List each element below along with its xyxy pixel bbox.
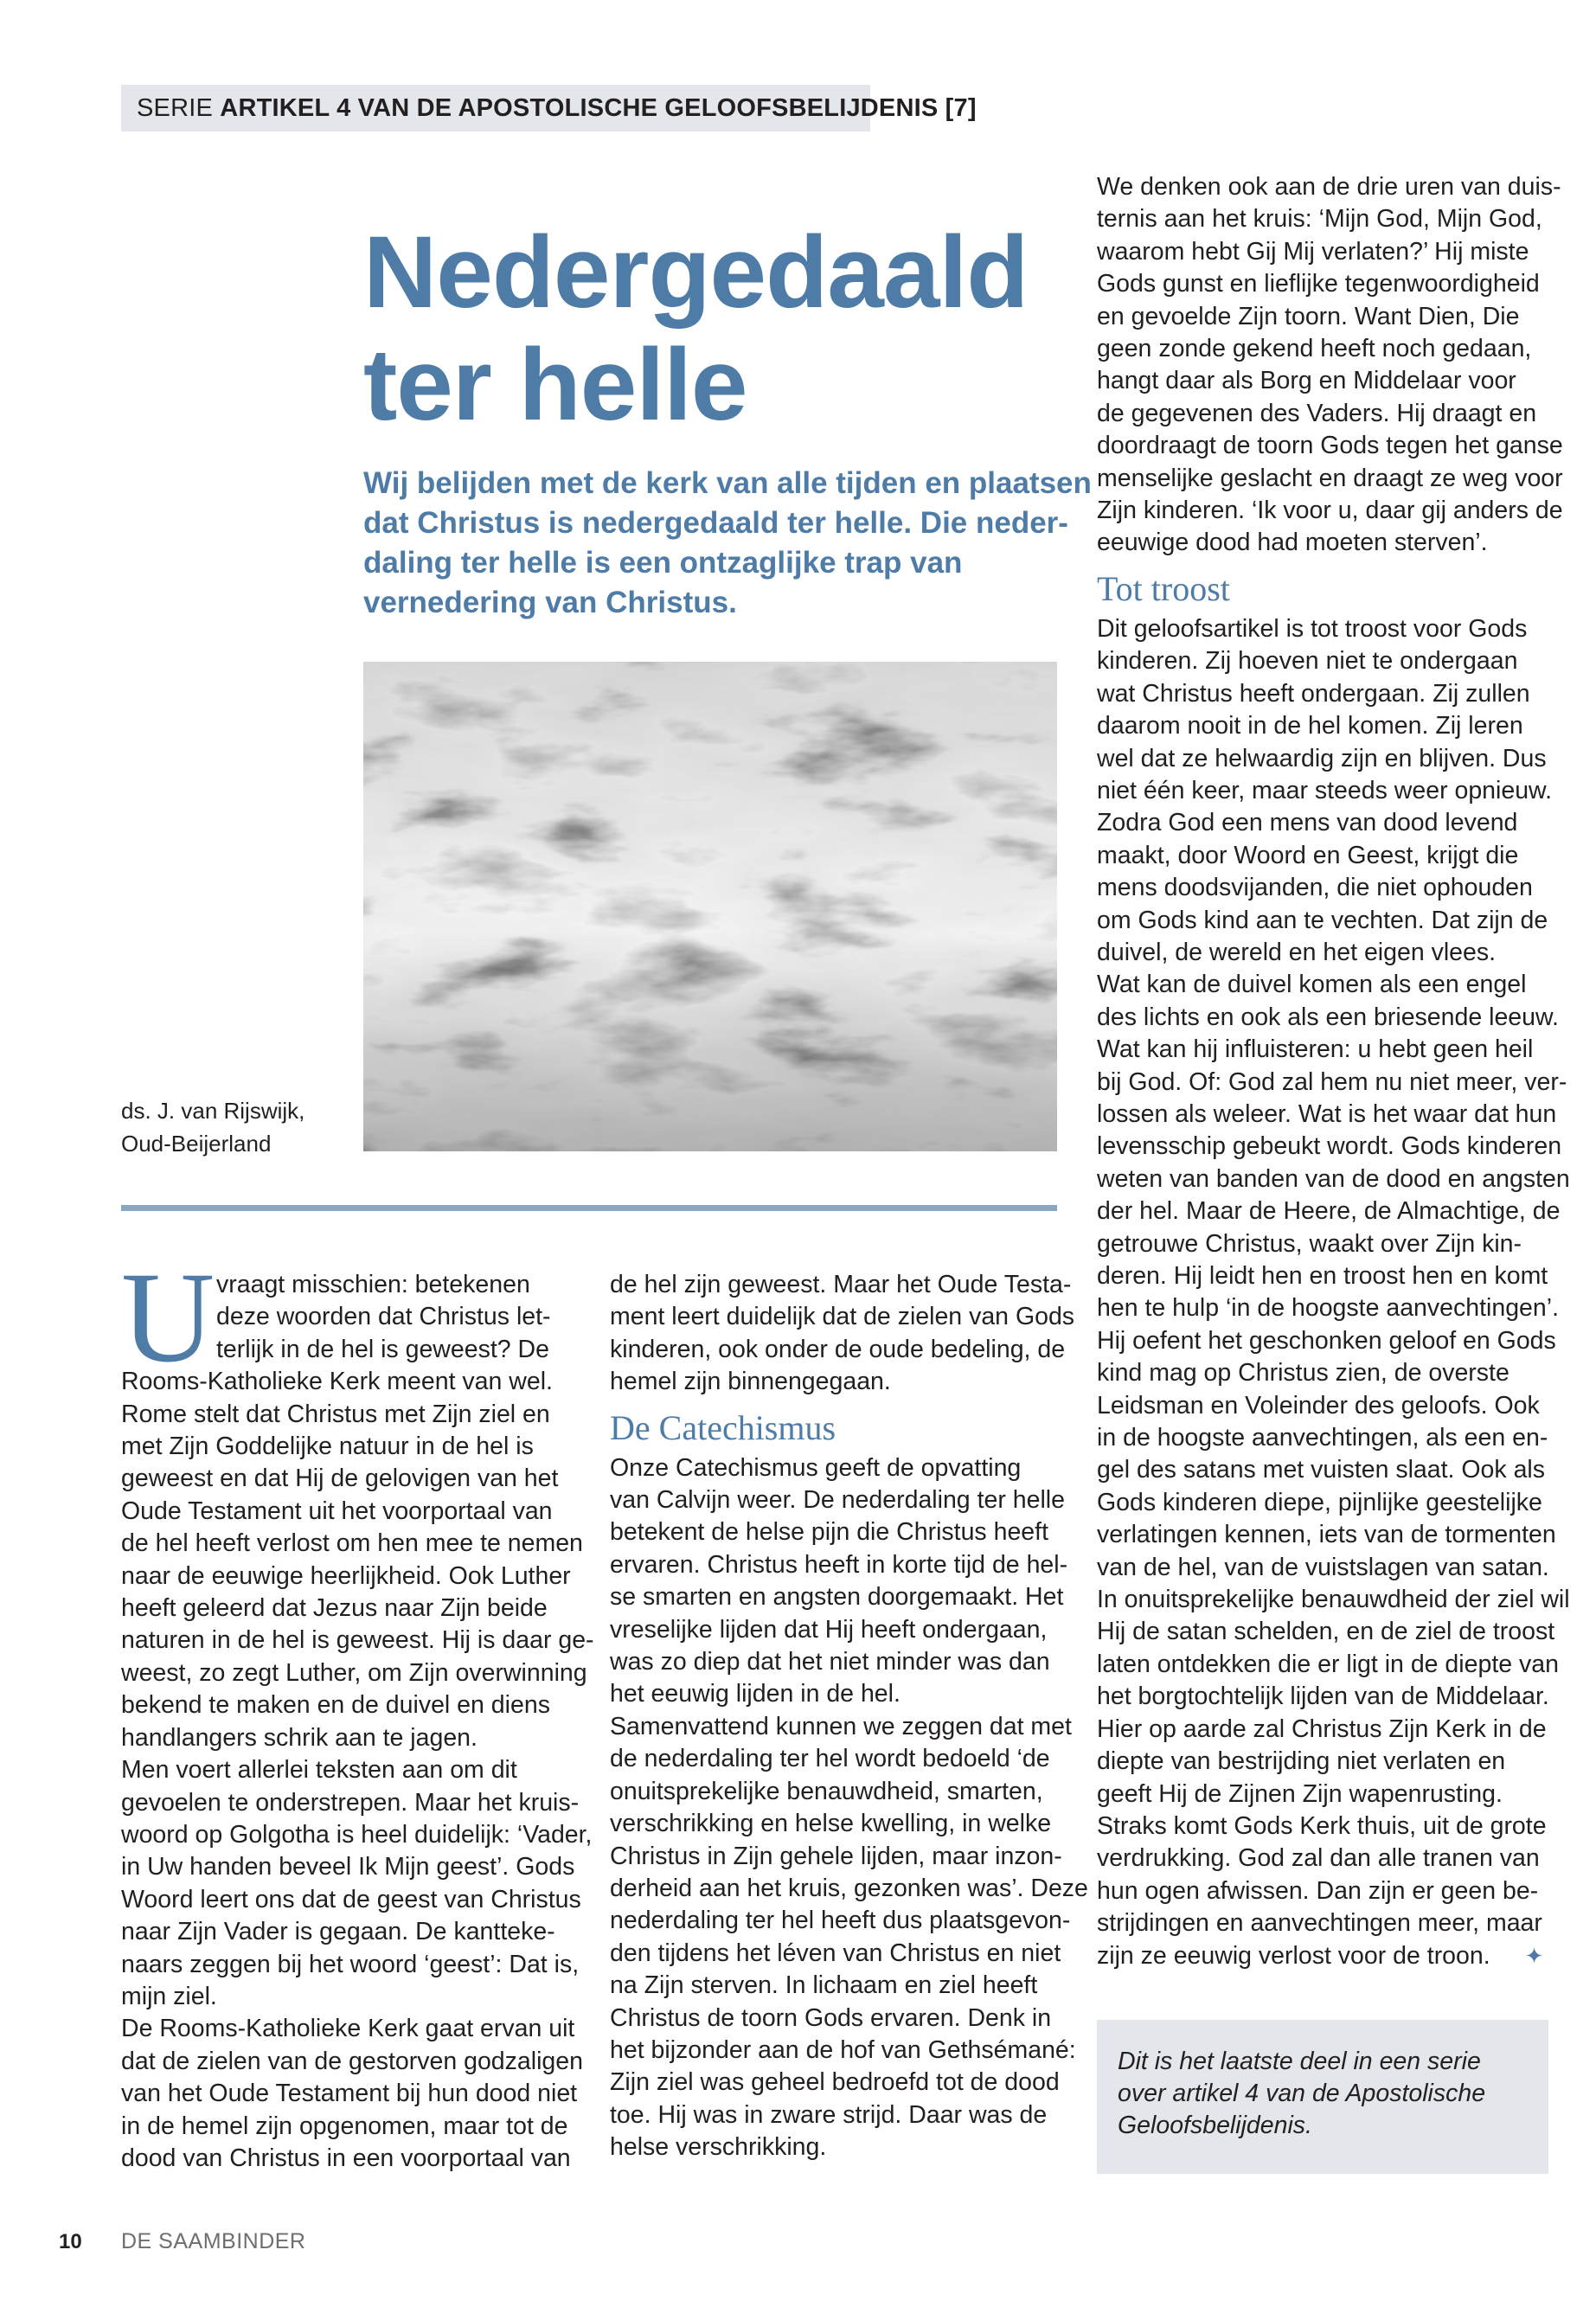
body-line: bij God. Of: God zal hem nu niet meer, ver- <box>1097 1067 1567 1096</box>
lead-line: dat Christus is nedergedaald ter helle. Die neder- <box>363 506 1068 540</box>
body-line: hangt daar als Borg en Middelaar voor <box>1097 367 1516 395</box>
body-line: heeft geleerd dat Jezus naar Zijn beide <box>121 1594 548 1623</box>
body-line: kinderen. Zij hoeven niet te ondergaan <box>1097 647 1518 676</box>
body-line: toe. Hij was in zware strijd. Daar was de <box>610 2100 1048 2129</box>
body-line: kinderen, ook onder de oude bedeling, de <box>610 1335 1066 1363</box>
body-line: wat Christus heeft ondergaan. Zij zullen <box>1097 679 1530 708</box>
body-line: van Calvijn weer. De nederdaling ter helle <box>610 1486 1065 1515</box>
column-2-intro <box>610 1269 1075 1399</box>
body-line: Hij oefent het geschonken geloof en Gods <box>1097 1326 1556 1355</box>
body-line: levensschip gebeukt wordt. Gods kinderen <box>1097 1132 1562 1161</box>
article-title <box>363 215 1029 442</box>
body-line: niet één keer, maar steeds weer opnieuw. <box>1097 776 1552 804</box>
body-line: van de hel, van de vuistslagen van satan. <box>1097 1553 1549 1581</box>
column-2-body <box>610 1452 1088 2164</box>
body-line: Zodra God een mens van dood levend <box>1097 809 1518 837</box>
body-line: diepte van bestrijding niet verlaten en <box>1097 1747 1506 1776</box>
body-line: in de hemel zijn opgenomen, maar tot de <box>121 2112 568 2140</box>
body-line: verschrikking en helse kwelling, in welke <box>610 1810 1052 1838</box>
body-line: laten ontdekken die er ligt in de diepte van <box>1097 1650 1559 1678</box>
body-line: menselijke geslacht en draagt ze weg voor <box>1097 464 1563 492</box>
body-line: en gevoelde Zijn toorn. Want Dien, Die <box>1097 302 1520 330</box>
body-line: bekend te maken en de duivel en diens <box>121 1691 550 1720</box>
body-line: Leidsman en Voleinder des geloofs. Ook <box>1097 1391 1540 1420</box>
body-line: mijn ziel. <box>121 1982 217 2010</box>
body-line: verlatingen kennen, iets van de tormenten <box>1097 1521 1556 1549</box>
body-line: In onuitsprekelijke benauwdheid der ziel wil <box>1097 1586 1570 1614</box>
body-line: met Zijn Goddelijke natuur in de hel is <box>121 1433 534 1461</box>
body-line: de hel zijn geweest. Maar het Oude Testa- <box>610 1271 1072 1298</box>
body-line: het bijzonder aan de hof van Gethsémané: <box>610 2035 1076 2064</box>
body-column-3 <box>1097 171 1570 1972</box>
magazine-name: DE SAAMBINDER <box>121 2229 306 2253</box>
series-label: SERIE <box>137 94 214 122</box>
body-line: duivel, de wereld en het eigen vlees. <box>1097 938 1497 966</box>
body-line: hemel zijn binnengegaan. <box>610 1368 891 1396</box>
body-line: van het Oude Testament bij hun dood niet <box>121 2080 578 2108</box>
body-line: geen zonde gekend heeft noch gedaan, <box>1097 335 1532 363</box>
lead-line: vernedering van Christus. <box>363 586 737 619</box>
body-line: se smarten en angsten doorgemaakt. Het <box>610 1583 1064 1612</box>
body-column-1 <box>121 1269 594 2175</box>
body-line: strijdingen en aanvechtingen meer, maar <box>1097 1909 1542 1938</box>
body-line: naturen in de hel is geweest. Hij is daar ge- <box>121 1626 594 1655</box>
body-line: Onze Catechismus geeft de opvatting <box>610 1453 1022 1482</box>
body-line: terlijk in de hel is geweest? De <box>216 1335 549 1363</box>
series-note-box <box>1097 2020 1548 2174</box>
body-line: mens doodsvijanden, die niet ophouden <box>1097 874 1533 902</box>
body-line: vreselijke lijden dat Hij heeft ondergaan, <box>610 1615 1048 1644</box>
body-line: Rooms-Katholieke Kerk meent van wel. <box>121 1368 553 1396</box>
body-line: hun ogen afwissen. Dan zijn er geen be- <box>1097 1876 1539 1905</box>
body-line: getrouwe Christus, waakt over Zijn kin- <box>1097 1229 1522 1258</box>
body-line: kind mag op Christus zien, de overste <box>1097 1359 1509 1388</box>
body-line: wel dat ze helwaardig zijn en blijven. Dus <box>1097 744 1547 772</box>
body-line: ment leert duidelijk dat de zielen van Gods <box>610 1303 1075 1331</box>
body-line: gel des satans met vuisten slaat. Ook als <box>1097 1456 1546 1484</box>
column-3-intro <box>1097 171 1564 560</box>
subheading-tot-troost: Tot troost <box>1097 568 1230 608</box>
author-credit <box>121 1094 304 1160</box>
body-line: Christus in Zijn gehele lijden, maar inzon- <box>610 1842 1062 1870</box>
page-number: 10 <box>59 2230 82 2253</box>
series-title: ARTIKEL 4 VAN DE APOSTOLISCHE GELOOFSBELIJDENIS [7] <box>220 94 977 122</box>
body-line: helse verschrikking. <box>610 2133 827 2162</box>
body-line: in de hoogste aanvechtingen, als een en- <box>1097 1424 1548 1452</box>
clouds-photo <box>363 662 1057 1151</box>
body-line: den tijdens het léven van Christus en niet <box>610 1939 1061 1967</box>
body-line: Zijn ziel was geheel bedroefd tot de dood <box>610 2068 1060 2097</box>
note-line: Geloofsbelijdenis. <box>1118 2112 1312 2139</box>
body-line: Men voert allerlei teksten aan om dit <box>121 1756 517 1785</box>
body-line: naars zeggen bij het woord ‘geest’: Dat is, <box>121 1950 580 1978</box>
body-line: Straks komt Gods Kerk thuis, uit de grote <box>1097 1811 1547 1840</box>
column-3-body <box>1097 613 1570 1972</box>
body-line: onuitsprekelijke benauwdheid, smarten, <box>610 1777 1043 1805</box>
body-line: de nederdaling ter hel wordt bedoeld ‘de <box>610 1745 1050 1773</box>
body-line: de gegevenen des Vaders. Hij draagt en <box>1097 399 1537 427</box>
body-line: We denken ook aan de drie uren van duis- <box>1097 173 1561 201</box>
body-column-2 <box>610 1269 1088 2164</box>
body-line: Samenvattend kunnen we zeggen dat met <box>610 1712 1072 1740</box>
author-place: Oud-Beijerland <box>121 1131 272 1157</box>
body-line: woord op Golgotha is heel duidelijk: ‘Vader, <box>121 1820 593 1849</box>
author-name: ds. J. van Rijswijk, <box>121 1098 305 1124</box>
body-line: hen te hulp ‘in de hoogste aanvechtingen’. <box>1097 1294 1559 1323</box>
body-line: daarom nooit in de hel komen. Zij leren <box>1097 712 1523 740</box>
body-line: Wat kan de duivel komen als een engel <box>1097 971 1527 999</box>
body-line: ternis aan het kruis: ‘Mijn God, Mijn God, <box>1097 205 1542 234</box>
lead-line: Wij belijden met de kerk van alle tijden en plaatsen <box>363 466 1092 500</box>
body-line: eeuwige dood had moeten sterven’. <box>1097 529 1488 557</box>
article-lead <box>363 464 1092 623</box>
body-line: des lichts en ook als een briesende leeuw. <box>1097 1003 1559 1031</box>
body-line: vraagt misschien: betekenen <box>216 1271 530 1298</box>
body-line: handlangers schrik aan te jagen. <box>121 1723 478 1752</box>
body-line: verdrukking. God zal dan alle tranen van <box>1097 1844 1540 1873</box>
body-line: om Gods kind aan te vechten. Dat zijn de <box>1097 906 1548 934</box>
body-line: was zo diep dat het niet minder was dan <box>610 1648 1050 1676</box>
subheading-catechismus: De Catechismus <box>610 1407 836 1447</box>
body-line: Rome stelt dat Christus met Zijn ziel en <box>121 1400 550 1428</box>
body-line: Hier op aarde zal Christus Zijn Kerk in de <box>1097 1715 1547 1743</box>
section-divider <box>121 1205 1057 1211</box>
body-line: Wat kan hij influisteren: u hebt geen heil <box>1097 1035 1534 1064</box>
drop-cap: U <box>121 1246 215 1389</box>
body-line: ervaren. Christus heeft in korte tijd de hel- <box>610 1550 1068 1579</box>
body-line: geweest en dat Hij de gelovigen van het <box>121 1465 559 1493</box>
body-line: Woord leert ons dat de geest van Christus <box>121 1885 581 1913</box>
body-line: Gods kinderen diepe, pijnlijke geestelijke <box>1097 1488 1542 1516</box>
body-line: waarom hebt Gij Mij verlaten?’ Hij miste <box>1097 237 1529 266</box>
article-title-line-1: Nedergedaald <box>363 215 1029 330</box>
body-line: weten van banden van de dood en angsten <box>1097 1164 1570 1193</box>
note-line: Dit is het laatste deel in een serie <box>1118 2048 1481 2075</box>
article-title-line-2: ter helle <box>363 328 747 442</box>
body-line: dat de zielen van de gestorven godzaligen <box>121 2047 583 2075</box>
body-line: Hij de satan schelden, en de ziel de troost <box>1097 1618 1555 1646</box>
body-line: naar de eeuwige heerlijkheid. Ook Luther <box>121 1561 571 1590</box>
body-line: maakt, door Woord en Geest, krijgt die <box>1097 841 1519 869</box>
body-line: weest, zo zegt Luther, om Zijn overwinning <box>121 1658 587 1687</box>
series-header <box>121 85 977 131</box>
body-line: het borgtochtelijk lijden van de Middelaar. <box>1097 1682 1549 1711</box>
body-line: deze woorden dat Christus let- <box>216 1303 551 1331</box>
end-mark-icon: ✦ <box>1524 1942 1544 1969</box>
body-line: Oude Testament uit het voorportaal van <box>121 1497 553 1525</box>
body-line: lossen als weleer. Wat is het waar dat hun <box>1097 1099 1557 1128</box>
body-line: geeft Hij de Zijnen Zijn wapenrusting. <box>1097 1779 1503 1808</box>
note-line: over artikel 4 van de Apostolische <box>1118 2080 1486 2107</box>
body-line: Dit geloofsartikel is tot troost voor Gods <box>1097 614 1528 643</box>
body-line: deren. Hij leidt hen en troost hen en komt <box>1097 1262 1548 1290</box>
body-line: naar Zijn Vader is gegaan. De kantteke- <box>121 1918 555 1946</box>
body-line: betekent de helse pijn die Christus heeft <box>610 1518 1048 1547</box>
body-line: Gods gunst en lieflijke tegenwoordigheid <box>1097 270 1540 298</box>
body-line: in Uw handen beveel Ik Mijn geest’. Gods <box>121 1853 575 1881</box>
body-line: Zijn kinderen. ‘Ik voor u, daar gij anders de <box>1097 497 1563 525</box>
body-line: derheid aan het kruis, gezonken was’. Deze <box>610 1874 1088 1902</box>
body-line: nederdaling ter hel heeft dus plaatsgevon- <box>610 1907 1071 1935</box>
body-line: De Rooms-Katholieke Kerk gaat ervan uit <box>121 2015 575 2043</box>
body-line: na Zijn sterven. In lichaam en ziel heeft <box>610 1971 1038 2000</box>
body-line: de hel heeft verlost om hen mee te nemen <box>121 1529 583 1558</box>
body-line: het eeuwig lijden in de hel. <box>610 1680 901 1708</box>
body-line: Christus de toorn Gods ervaren. Denk in <box>610 2003 1052 2032</box>
lead-line: daling ter helle is een ontzaglijke trap van <box>363 546 963 580</box>
body-line: gevoelen te onderstrepen. Maar het kruis- <box>121 1788 580 1817</box>
body-line: zijn ze eeuwig verlost voor de troon. ✦ <box>1097 1940 1564 1972</box>
body-line: der hel. Maar de Heere, de Almachtige, de <box>1097 1197 1561 1226</box>
body-line: dood van Christus in een voorportaal van <box>121 2144 571 2172</box>
clouds-image <box>363 662 1057 1151</box>
body-line: doordraagt de toorn Gods tegen het ganse <box>1097 432 1563 460</box>
